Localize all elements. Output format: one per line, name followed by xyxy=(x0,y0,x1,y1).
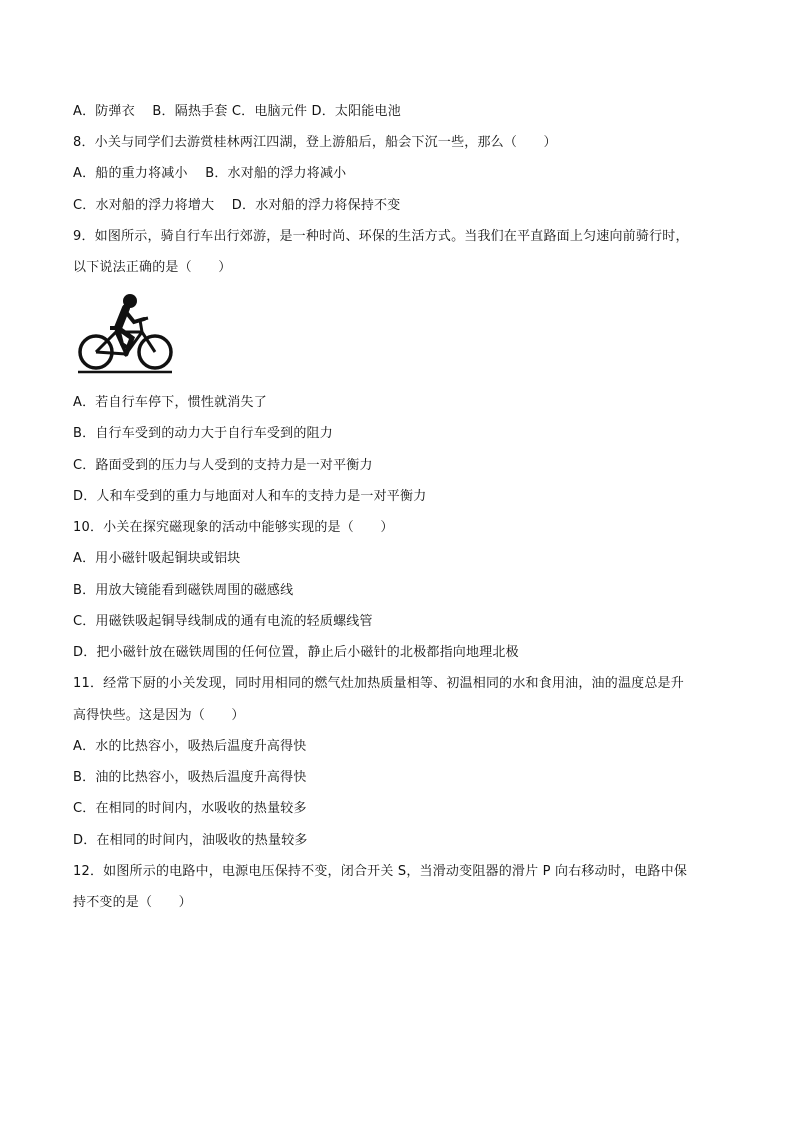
q9-option-c: C．路面受到的压力与人受到的支持力是一对平衡力 xyxy=(73,458,373,473)
q7-options: A．防弹衣 B．隔热手套 C．电脑元件 D．太阳能电池 xyxy=(73,104,401,119)
q10-option-d: D．把小磁针放在磁铁周围的任何位置，静止后小磁针的北极都指向地理北极 xyxy=(73,645,519,660)
q10-stem: 10．小关在探究磁现象的活动中能够实现的是（ ） xyxy=(73,520,394,535)
q10-option-b: B．用放大镜能看到磁铁周围的磁感线 xyxy=(73,583,294,598)
q9-option-a: A．若自行车停下，惯性就消失了 xyxy=(73,395,267,410)
q11-option-d: D．在相同的时间内，油吸收的热量较多 xyxy=(73,833,308,848)
q8-options-ab: A．船的重力将减小 B．水对船的浮力将减小 xyxy=(73,166,347,181)
q10-option-a: A．用小磁针吸起铜块或铝块 xyxy=(73,551,241,566)
q8-options-cd: C．水对船的浮力将增大 D．水对船的浮力将保持不变 xyxy=(73,198,401,213)
q9-option-b: B．自行车受到的动力大于自行车受到的阻力 xyxy=(73,426,333,441)
q12-stem-line2: 持不变的是（ ） xyxy=(73,895,192,910)
q11-option-b: B．油的比热容小，吸热后温度升高得快 xyxy=(73,770,307,785)
q9-option-d: D．人和车受到的重力与地面对人和车的支持力是一对平衡力 xyxy=(73,489,427,504)
q11-option-a: A．水的比热容小，吸热后温度升高得快 xyxy=(73,739,307,754)
q11-stem-line2: 高得快些。这是因为（ ） xyxy=(73,708,245,723)
q10-option-c: C．用磁铁吸起铜导线制成的通有电流的轻质螺线管 xyxy=(73,614,373,629)
q9-stem-line2: 以下说法正确的是（ ） xyxy=(73,260,232,275)
q11-option-c: C．在相同的时间内，水吸收的热量较多 xyxy=(73,801,307,816)
cyclist-icon xyxy=(76,292,176,376)
q11-stem-line1: 11．经常下厨的小关发现，同时用相同的燃气灶加热质量相等、初温相同的水和食用油，油的温度总是升 xyxy=(73,676,684,691)
q9-stem-line1: 9．如图所示，骑自行车出行郊游，是一种时尚、环保的生活方式。当我们在平直路面上匀速向前骑行时， xyxy=(73,229,689,244)
q12-stem-line1: 12．如图所示的电路中，电源电压保持不变，闭合开关 S，当滑动变阻器的滑片 P 向右移动时，电路中保 xyxy=(73,864,688,879)
q8-stem: 8．小关与同学们去游赏桂林两江四湖，登上游船后，船会下沉一些，那么（ ） xyxy=(73,135,557,150)
